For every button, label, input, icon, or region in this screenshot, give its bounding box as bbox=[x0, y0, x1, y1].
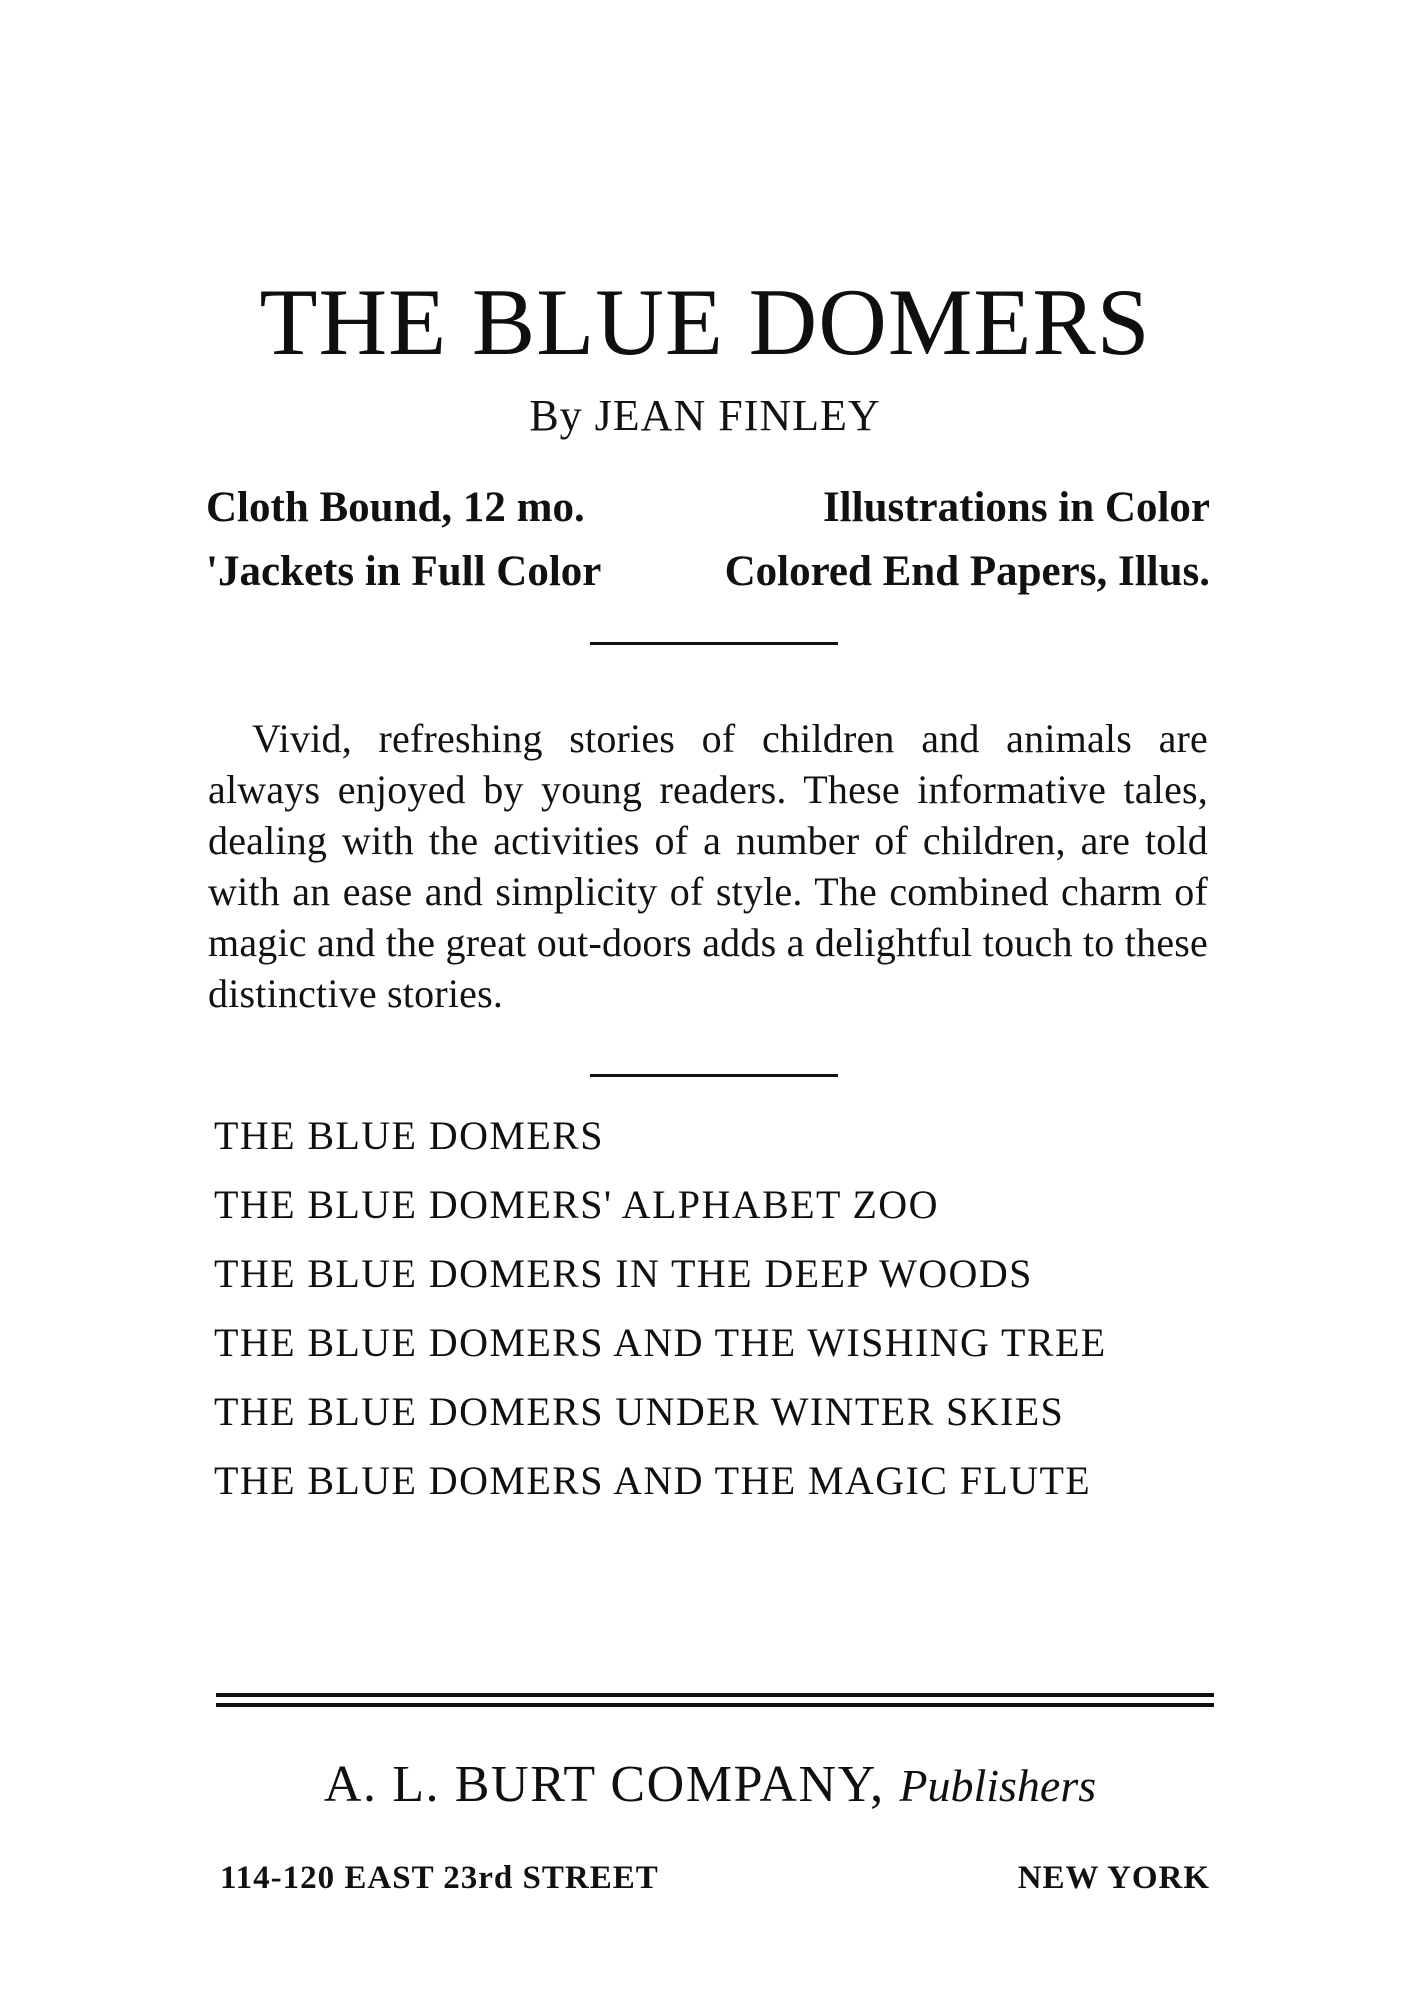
series-item: THE BLUE DOMERS AND THE WISHING TREE bbox=[214, 1320, 1107, 1365]
double-rule-top-line bbox=[216, 1693, 1214, 1697]
spec-binding: Cloth Bound, 12 mo. bbox=[206, 484, 585, 531]
series-item: THE BLUE DOMERS UNDER WINTER SKIES bbox=[214, 1389, 1065, 1434]
series-list bbox=[214, 1110, 1212, 1524]
author-line: By JEAN FINLEY bbox=[529, 391, 881, 440]
double-rule-divider bbox=[216, 1693, 1214, 1707]
publisher-name: A. L. BURT COMPANY bbox=[323, 1756, 871, 1813]
series-item: THE BLUE DOMERS' ALPHABET ZOO bbox=[214, 1182, 939, 1227]
book-title: THE BLUE DOMERS bbox=[259, 269, 1151, 375]
spec-illustrations: Illustrations in Color bbox=[822, 484, 1210, 531]
specs-right bbox=[690, 476, 1210, 604]
publisher-line bbox=[210, 1756, 1210, 1813]
spec-end-papers: Colored End Papers, Illus. bbox=[724, 548, 1210, 595]
publisher-city: NEW YORK bbox=[1017, 1860, 1210, 1896]
specs-left bbox=[206, 476, 726, 604]
series-item: THE BLUE DOMERS IN THE DEEP WOODS bbox=[214, 1251, 1033, 1296]
publisher-street-address: 114-120 EAST 23rd STREET bbox=[220, 1860, 659, 1896]
divider-rule-middle bbox=[590, 1074, 838, 1077]
double-rule-bottom-line bbox=[216, 1703, 1214, 1707]
book-description: Vivid, refreshing stories of children and animals are always enjoyed by young readers. These informative tales, dealing with the activities of a number of children, are told with an ease and simplicity of style. The combined charm of magic and the great out-doors adds a delightful touch to these distinctive stories. bbox=[208, 716, 1208, 1016]
spec-jackets: 'Jackets in Full Color bbox=[206, 548, 602, 595]
divider-rule-top bbox=[590, 642, 838, 645]
series-item: THE BLUE DOMERS bbox=[214, 1113, 604, 1158]
publisher-role: Publishers bbox=[899, 1760, 1097, 1811]
series-item: THE BLUE DOMERS AND THE MAGIC FLUTE bbox=[214, 1458, 1092, 1503]
publisher-separator: , bbox=[870, 1756, 900, 1813]
